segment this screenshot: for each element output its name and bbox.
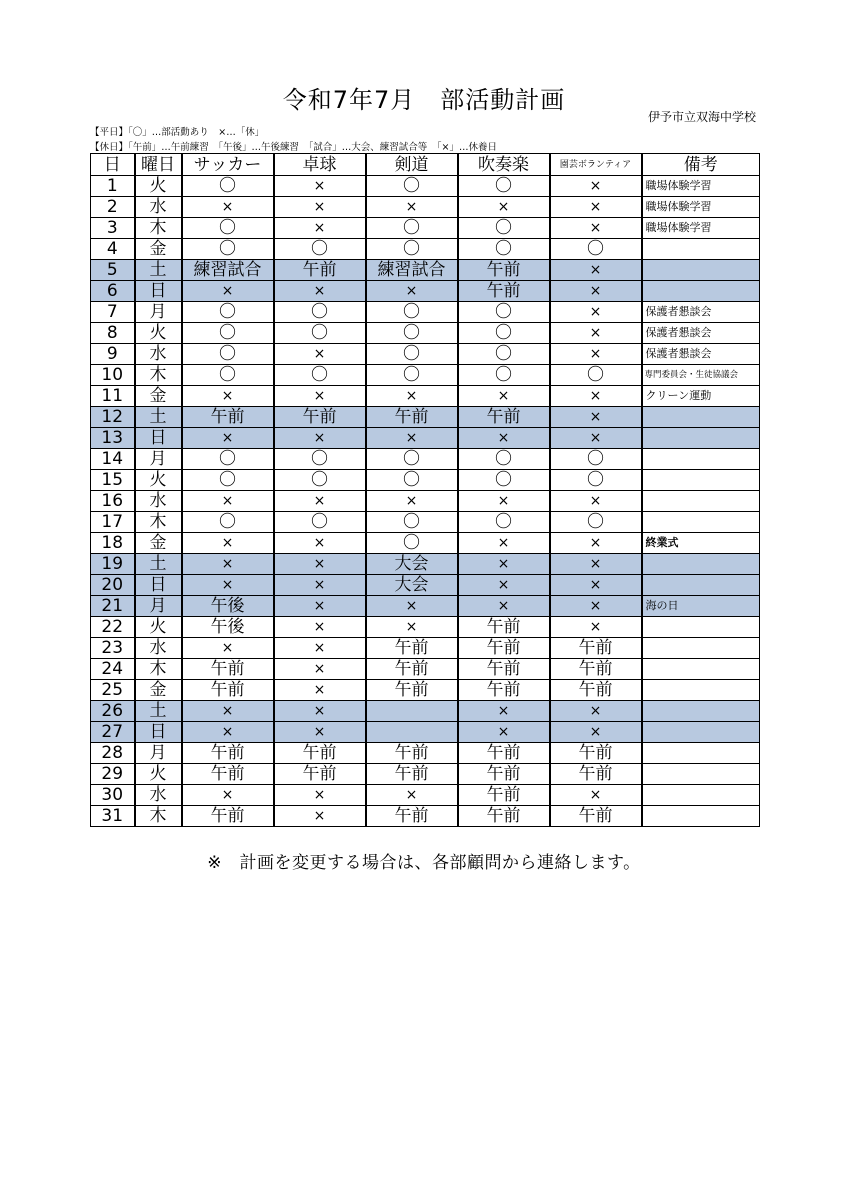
gardening-volunteer-cell: 午前	[550, 743, 642, 764]
table-row	[91, 218, 760, 239]
remarks-cell	[642, 470, 760, 491]
day-cell: 18	[91, 533, 135, 554]
kendo-cell: ×	[366, 617, 458, 638]
remarks-cell	[642, 659, 760, 680]
gardening-volunteer-cell: ×	[550, 491, 642, 512]
weekday-cell: 水	[135, 785, 182, 806]
table-tennis-cell: 〇	[274, 470, 366, 491]
soccer-cell: 午前	[182, 806, 274, 827]
soccer-cell: ×	[182, 428, 274, 449]
day-cell: 23	[91, 638, 135, 659]
day-cell: 12	[91, 407, 135, 428]
table-row	[91, 176, 760, 197]
brass-band-cell: ×	[458, 386, 550, 407]
remarks-cell	[642, 239, 760, 260]
day-cell: 4	[91, 239, 135, 260]
weekday-cell: 火	[135, 176, 182, 197]
kendo-cell: ×	[366, 785, 458, 806]
soccer-cell: 〇	[182, 470, 274, 491]
table-row	[91, 701, 760, 722]
weekday-cell: 日	[135, 722, 182, 743]
table-tennis-cell: 午前	[274, 407, 366, 428]
day-cell: 10	[91, 365, 135, 386]
day-cell: 27	[91, 722, 135, 743]
table-tennis-cell: ×	[274, 491, 366, 512]
brass-band-cell: ×	[458, 701, 550, 722]
header-kendo: 剣道	[366, 154, 458, 176]
table-row	[91, 512, 760, 533]
header-day: 日	[91, 154, 135, 176]
remarks-cell	[642, 617, 760, 638]
day-cell: 20	[91, 575, 135, 596]
day-cell: 16	[91, 491, 135, 512]
kendo-cell: 〇	[366, 239, 458, 260]
kendo-cell: ×	[366, 386, 458, 407]
weekday-cell: 月	[135, 302, 182, 323]
gardening-volunteer-cell: ×	[550, 407, 642, 428]
weekday-cell: 金	[135, 533, 182, 554]
table-row	[91, 596, 760, 617]
day-cell: 3	[91, 218, 135, 239]
soccer-cell: ×	[182, 281, 274, 302]
weekday-cell: 火	[135, 470, 182, 491]
remarks-cell: 保護者懇談会	[642, 302, 760, 323]
legend-weekday: 【平日】「〇」…部活動あり ×…「休」	[90, 127, 265, 138]
gardening-volunteer-cell: ×	[550, 176, 642, 197]
table-tennis-cell: 〇	[274, 302, 366, 323]
soccer-cell: ×	[182, 638, 274, 659]
kendo-cell: ×	[366, 428, 458, 449]
gardening-volunteer-cell: 午前	[550, 806, 642, 827]
table-tennis-cell: 〇	[274, 365, 366, 386]
gardening-volunteer-cell: 午前	[550, 764, 642, 785]
remarks-cell	[642, 806, 760, 827]
table-row	[91, 260, 760, 281]
gardening-volunteer-cell: ×	[550, 386, 642, 407]
day-cell: 7	[91, 302, 135, 323]
brass-band-cell: 午前	[458, 281, 550, 302]
weekday-cell: 木	[135, 806, 182, 827]
remarks-cell	[642, 575, 760, 596]
kendo-cell: 午前	[366, 638, 458, 659]
table-tennis-cell: ×	[274, 575, 366, 596]
gardening-volunteer-cell: ×	[550, 533, 642, 554]
kendo-cell: ×	[366, 281, 458, 302]
table-tennis-cell: ×	[274, 386, 366, 407]
table-row	[91, 638, 760, 659]
table-tennis-cell: ×	[274, 722, 366, 743]
kendo-cell: 〇	[366, 533, 458, 554]
day-cell: 30	[91, 785, 135, 806]
gardening-volunteer-cell: 〇	[550, 239, 642, 260]
brass-band-cell: 午前	[458, 659, 550, 680]
day-cell: 21	[91, 596, 135, 617]
table-row	[91, 533, 760, 554]
gardening-volunteer-cell: ×	[550, 197, 642, 218]
table-tennis-cell: ×	[274, 344, 366, 365]
header-gardening-volunteer: 園芸ボランティア	[550, 154, 642, 176]
brass-band-cell: 午前	[458, 260, 550, 281]
soccer-cell: ×	[182, 554, 274, 575]
table-tennis-cell: ×	[274, 785, 366, 806]
brass-band-cell: 〇	[458, 449, 550, 470]
remarks-cell	[642, 428, 760, 449]
remarks-cell: 職場体験学習	[642, 176, 760, 197]
gardening-volunteer-cell: ×	[550, 575, 642, 596]
brass-band-cell: ×	[458, 491, 550, 512]
table-row	[91, 323, 760, 344]
remarks-cell	[642, 680, 760, 701]
table-row	[91, 428, 760, 449]
weekday-cell: 金	[135, 386, 182, 407]
table-row	[91, 743, 760, 764]
remarks-cell	[642, 512, 760, 533]
gardening-volunteer-cell: ×	[550, 323, 642, 344]
gardening-volunteer-cell: ×	[550, 722, 642, 743]
page-title: 令和7年7月 部活動計画	[282, 86, 566, 114]
remarks-cell: クリーン運動	[642, 386, 760, 407]
day-cell: 6	[91, 281, 135, 302]
gardening-volunteer-cell: ×	[550, 617, 642, 638]
soccer-cell: 〇	[182, 302, 274, 323]
remarks-cell	[642, 722, 760, 743]
remarks-cell: 保護者懇談会	[642, 344, 760, 365]
day-cell: 15	[91, 470, 135, 491]
table-tennis-cell: ×	[274, 596, 366, 617]
kendo-cell: 〇	[366, 218, 458, 239]
remarks-cell: 保護者懇談会	[642, 323, 760, 344]
day-cell: 31	[91, 806, 135, 827]
kendo-cell: ×	[366, 596, 458, 617]
kendo-cell: 午前	[366, 806, 458, 827]
soccer-cell: 午前	[182, 659, 274, 680]
table-row	[91, 659, 760, 680]
gardening-volunteer-cell: ×	[550, 785, 642, 806]
soccer-cell: ×	[182, 785, 274, 806]
day-cell: 29	[91, 764, 135, 785]
soccer-cell: 〇	[182, 365, 274, 386]
remarks-cell	[642, 407, 760, 428]
table-row	[91, 575, 760, 596]
remarks-cell: 職場体験学習	[642, 218, 760, 239]
weekday-cell: 日	[135, 281, 182, 302]
remarks-cell	[642, 449, 760, 470]
weekday-cell: 木	[135, 659, 182, 680]
table-tennis-cell: ×	[274, 638, 366, 659]
table-tennis-cell: 〇	[274, 239, 366, 260]
kendo-cell: ×	[366, 197, 458, 218]
weekday-cell: 水	[135, 638, 182, 659]
gardening-volunteer-cell: ×	[550, 218, 642, 239]
gardening-volunteer-cell: ×	[550, 554, 642, 575]
table-row	[91, 722, 760, 743]
header-brass-band: 吹奏楽	[458, 154, 550, 176]
soccer-cell: 〇	[182, 218, 274, 239]
brass-band-cell: 午前	[458, 785, 550, 806]
legend-holiday: 【休日】「午前」…午前練習 「午後」…午後練習 「試合」…大会、練習試合等 「×」…休養日	[90, 142, 497, 153]
kendo-cell: 午前	[366, 659, 458, 680]
table-tennis-cell: ×	[274, 680, 366, 701]
soccer-cell: 午前	[182, 764, 274, 785]
footnote: ※ 計画を変更する場合は、各部顧問から連絡します。	[207, 853, 641, 873]
remarks-cell: 海の日	[642, 596, 760, 617]
soccer-cell: ×	[182, 701, 274, 722]
table-tennis-cell: 午前	[274, 260, 366, 281]
header-table-tennis: 卓球	[274, 154, 366, 176]
kendo-cell: 午前	[366, 407, 458, 428]
kendo-cell: 〇	[366, 344, 458, 365]
kendo-cell: 〇	[366, 512, 458, 533]
table-row	[91, 806, 760, 827]
weekday-cell: 金	[135, 680, 182, 701]
brass-band-cell: ×	[458, 554, 550, 575]
table-tennis-cell: ×	[274, 659, 366, 680]
soccer-cell: 午前	[182, 743, 274, 764]
day-cell: 25	[91, 680, 135, 701]
kendo-cell: ×	[366, 491, 458, 512]
kendo-cell: 〇	[366, 449, 458, 470]
table-tennis-cell: ×	[274, 806, 366, 827]
header-weekday: 曜日	[135, 154, 182, 176]
soccer-cell: 〇	[182, 449, 274, 470]
gardening-volunteer-cell: ×	[550, 260, 642, 281]
day-cell: 5	[91, 260, 135, 281]
day-cell: 13	[91, 428, 135, 449]
brass-band-cell: ×	[458, 197, 550, 218]
day-cell: 1	[91, 176, 135, 197]
remarks-cell	[642, 743, 760, 764]
weekday-cell: 土	[135, 701, 182, 722]
weekday-cell: 月	[135, 596, 182, 617]
kendo-cell: 〇	[366, 323, 458, 344]
kendo-cell: 午前	[366, 764, 458, 785]
brass-band-cell: 午前	[458, 743, 550, 764]
soccer-cell: 午後	[182, 617, 274, 638]
table-row	[91, 764, 760, 785]
soccer-cell: 〇	[182, 323, 274, 344]
gardening-volunteer-cell: ×	[550, 701, 642, 722]
school-name: 伊予市立双海中学校	[647, 110, 756, 124]
brass-band-cell: 〇	[458, 470, 550, 491]
weekday-cell: 月	[135, 743, 182, 764]
soccer-cell: ×	[182, 491, 274, 512]
weekday-cell: 月	[135, 449, 182, 470]
weekday-cell: 火	[135, 323, 182, 344]
gardening-volunteer-cell: ×	[550, 344, 642, 365]
gardening-volunteer-cell: 〇	[550, 512, 642, 533]
soccer-cell: 午前	[182, 680, 274, 701]
weekday-cell: 日	[135, 428, 182, 449]
kendo-cell: 練習試合	[366, 260, 458, 281]
day-cell: 28	[91, 743, 135, 764]
soccer-cell: ×	[182, 386, 274, 407]
table-row	[91, 617, 760, 638]
table-row	[91, 365, 760, 386]
soccer-cell: 〇	[182, 176, 274, 197]
brass-band-cell: 午前	[458, 764, 550, 785]
gardening-volunteer-cell: 午前	[550, 659, 642, 680]
brass-band-cell: 〇	[458, 302, 550, 323]
weekday-cell: 水	[135, 344, 182, 365]
table-tennis-cell: 午前	[274, 743, 366, 764]
header-soccer: サッカー	[182, 154, 274, 176]
remarks-cell	[642, 260, 760, 281]
table-tennis-cell: 〇	[274, 449, 366, 470]
kendo-cell: 午前	[366, 680, 458, 701]
brass-band-cell: ×	[458, 596, 550, 617]
soccer-cell: ×	[182, 722, 274, 743]
table-row	[91, 281, 760, 302]
weekday-cell: 火	[135, 617, 182, 638]
soccer-cell: 午前	[182, 407, 274, 428]
brass-band-cell: 〇	[458, 323, 550, 344]
table-row	[91, 785, 760, 806]
kendo-cell: 〇	[366, 470, 458, 491]
weekday-cell: 水	[135, 491, 182, 512]
kendo-cell	[366, 701, 458, 722]
day-cell: 19	[91, 554, 135, 575]
weekday-cell: 日	[135, 575, 182, 596]
weekday-cell: 水	[135, 197, 182, 218]
soccer-cell: 〇	[182, 344, 274, 365]
soccer-cell: ×	[182, 575, 274, 596]
table-tennis-cell: ×	[274, 554, 366, 575]
soccer-cell: ×	[182, 197, 274, 218]
gardening-volunteer-cell: ×	[550, 596, 642, 617]
brass-band-cell: 午前	[458, 617, 550, 638]
table-tennis-cell: ×	[274, 617, 366, 638]
gardening-volunteer-cell: ×	[550, 281, 642, 302]
table-tennis-cell: ×	[274, 176, 366, 197]
table-row	[91, 407, 760, 428]
day-cell: 22	[91, 617, 135, 638]
soccer-cell: 〇	[182, 239, 274, 260]
table-row	[91, 302, 760, 323]
brass-band-cell: ×	[458, 575, 550, 596]
weekday-cell: 木	[135, 365, 182, 386]
day-cell: 17	[91, 512, 135, 533]
kendo-cell: 大会	[366, 554, 458, 575]
day-cell: 9	[91, 344, 135, 365]
kendo-cell: 大会	[366, 575, 458, 596]
day-cell: 11	[91, 386, 135, 407]
schedule-table	[90, 153, 760, 827]
brass-band-cell: ×	[458, 428, 550, 449]
soccer-cell: ×	[182, 533, 274, 554]
gardening-volunteer-cell: 〇	[550, 449, 642, 470]
remarks-cell	[642, 554, 760, 575]
gardening-volunteer-cell: 午前	[550, 638, 642, 659]
table-tennis-cell: 〇	[274, 512, 366, 533]
day-cell: 24	[91, 659, 135, 680]
table-tennis-cell: 午前	[274, 764, 366, 785]
table-row	[91, 386, 760, 407]
gardening-volunteer-cell: 〇	[550, 470, 642, 491]
soccer-cell: 〇	[182, 512, 274, 533]
brass-band-cell: 午前	[458, 806, 550, 827]
gardening-volunteer-cell: ×	[550, 302, 642, 323]
kendo-cell: 〇	[366, 365, 458, 386]
brass-band-cell: 午前	[458, 407, 550, 428]
weekday-cell: 火	[135, 764, 182, 785]
day-cell: 14	[91, 449, 135, 470]
remarks-cell	[642, 281, 760, 302]
weekday-cell: 土	[135, 554, 182, 575]
weekday-cell: 木	[135, 512, 182, 533]
brass-band-cell: 〇	[458, 365, 550, 386]
remarks-cell	[642, 764, 760, 785]
table-row	[91, 239, 760, 260]
table-tennis-cell: 〇	[274, 323, 366, 344]
kendo-cell	[366, 722, 458, 743]
table-tennis-cell: ×	[274, 197, 366, 218]
header-row	[91, 154, 760, 176]
table-tennis-cell: ×	[274, 533, 366, 554]
remarks-cell: 専門委員会・生徒協議会	[642, 365, 760, 386]
remarks-cell	[642, 491, 760, 512]
table-tennis-cell: ×	[274, 218, 366, 239]
weekday-cell: 金	[135, 239, 182, 260]
remarks-cell	[642, 638, 760, 659]
kendo-cell: 〇	[366, 176, 458, 197]
table-row	[91, 197, 760, 218]
remarks-cell	[642, 701, 760, 722]
brass-band-cell: ×	[458, 722, 550, 743]
table-row	[91, 554, 760, 575]
kendo-cell: 〇	[366, 302, 458, 323]
table-row	[91, 449, 760, 470]
table-row	[91, 344, 760, 365]
table-row	[91, 680, 760, 701]
remarks-cell	[642, 785, 760, 806]
brass-band-cell: 〇	[458, 344, 550, 365]
header-remarks: 備考	[642, 154, 760, 176]
gardening-volunteer-cell: 午前	[550, 680, 642, 701]
brass-band-cell: 午前	[458, 680, 550, 701]
day-cell: 2	[91, 197, 135, 218]
brass-band-cell: 午前	[458, 638, 550, 659]
kendo-cell: 午前	[366, 743, 458, 764]
day-cell: 8	[91, 323, 135, 344]
remarks-cell: 職場体験学習	[642, 197, 760, 218]
soccer-cell: 練習試合	[182, 260, 274, 281]
brass-band-cell: 〇	[458, 176, 550, 197]
brass-band-cell: 〇	[458, 218, 550, 239]
day-cell: 26	[91, 701, 135, 722]
soccer-cell: 午後	[182, 596, 274, 617]
table-row	[91, 491, 760, 512]
brass-band-cell: 〇	[458, 512, 550, 533]
table-tennis-cell: ×	[274, 701, 366, 722]
weekday-cell: 木	[135, 218, 182, 239]
table-row	[91, 470, 760, 491]
remarks-cell: 終業式	[642, 533, 760, 554]
gardening-volunteer-cell: ×	[550, 428, 642, 449]
gardening-volunteer-cell: 〇	[550, 365, 642, 386]
table-tennis-cell: ×	[274, 281, 366, 302]
weekday-cell: 土	[135, 260, 182, 281]
weekday-cell: 土	[135, 407, 182, 428]
brass-band-cell: 〇	[458, 239, 550, 260]
table-tennis-cell: ×	[274, 428, 366, 449]
brass-band-cell: ×	[458, 533, 550, 554]
